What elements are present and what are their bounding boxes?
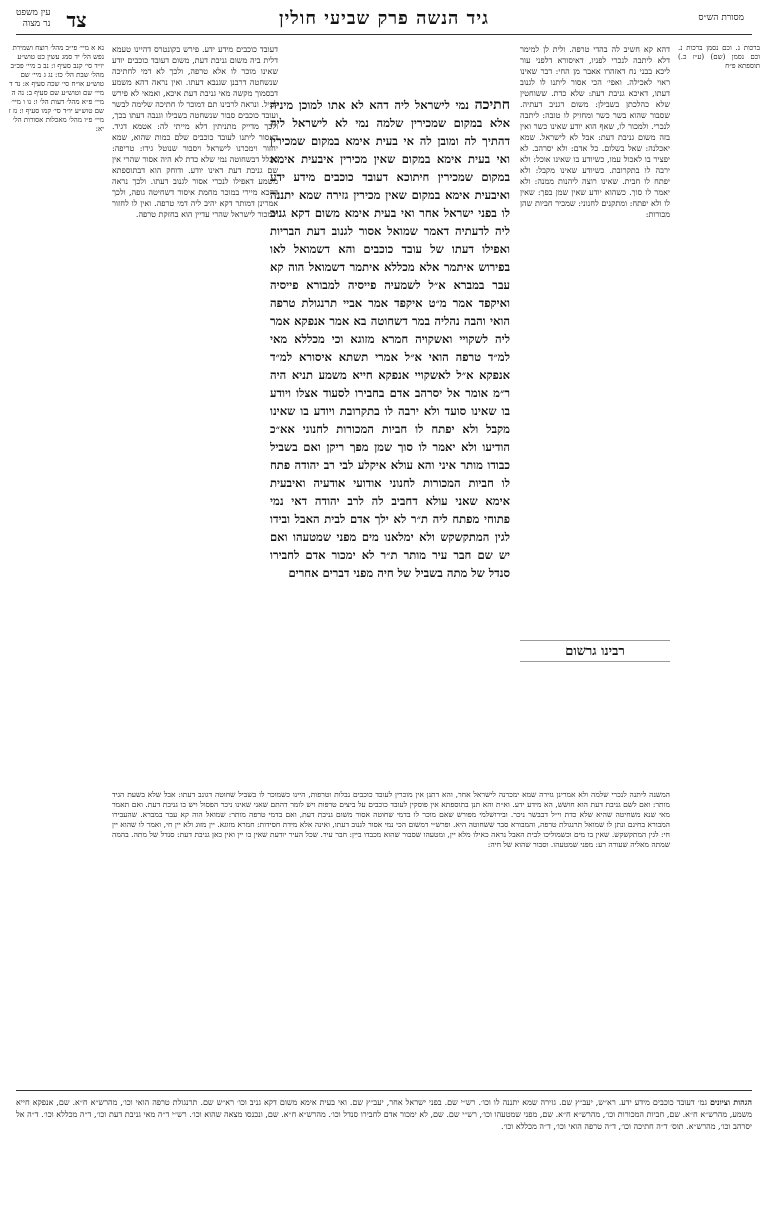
ein-mishpat-label: עין משפט נר מצוה [16, 8, 51, 29]
footer-text: גמ׳ דעובד כוכבים מידע ידע. רא״ש, יעב״ץ שם. גזירה שמא יתננה לו וכו׳. רש״י שם. בפני ישראל אחר, יעב״ץ שם. ואי בעית אימא משום דקא גניב וכו׳ רא״ש שם. תרנגולת טרפה הואי וכו׳, מהרש״א ח״א. שם, אנפקא חייא משמע, מהרש״א ח״א. שם, חביות המכורות וכו׳, מהרש״א ח״א. שם, מפני שמטעהו וכו׳, רש״י שם. שם, לא ימכור אדם לחבירו סנדל וכו׳. מהרש״א ח״א. שם, ונכנסו מצאה שהוא וכו׳. רש״י ד״ה מאי גניבת דעת וכו׳, ד״ה מכללא וכו׳. ד״ה אל יסרהב וכו׳, מהרש״א. תוס׳ ד״ה חתיכה וכו׳, ד״ה טרפה הואי וכו׳, ד״ה מכללא וכו׳. [16, 1098, 752, 1131]
bottom-commentary: המשנה ליתנה לנכרי שלמה ולא אמרינן גזירה שמא ימכרנה לישראל אחר, והא דתנן אין מוכרין לעובד כוכבים נבלות וטרפות, היינו כשמוכר לו בשביל שחוטה דגונב דעתו: אבל שלא בשעת הגיד מותר: ואם לשם גניבת דעת הוא חושש, הא מידע ידע. וא״ת והא תנן בתוספתא אין פוסקין לעובד כוכבים על ביצים טרפות ויש לומר דהתם שאני שאינו ניכר הפסול ויש בו גניבת דעת. ואם תאמר מאי שנא משחיטה שהיא שלא כדת וי״ל דבבשר ניכר. ובירושלמי מפורש שאם מוכר לו בדמי שחוטה אסור משום גניבת דעת, ואם בדמי טרפה מותר: שמואל הוה קא עבר במברא. שהעבירו המבורא בחינם ונתן לו שמואל תרנגולת טרפה, והמבורא סבר ששחוטה היא. ופרש״י דמשום הכי נמי אסור לגנוב דעתו, ואינה אלא מידת חסידות: חמרא מזוגא. יין מזוג ולא יין חי, ואמר לו שהוא יין חי: לגין המתקשקש. שאין בו מים וכשמוליכו לבית האבל נראה כאילו מלא יין, ומטעהו שסבור שהוא מכבדו ביין: חבר עיר. שכל העיר יודעת שאין בו יין ואין כאן גניבת דעת: סנדל של מתה. בהמה שמתה מאליה שעורה רע: מפני שמטעהו. וסבור שהוא של חיה: [112, 790, 670, 849]
rabbenu-gershom-title: רבינו גרשום [520, 640, 670, 662]
footer-divider [16, 1090, 752, 1091]
gemara-opening-word: חתיכה [474, 97, 510, 113]
masoret-hashas-label: מסורת הש״ס [698, 13, 744, 23]
header-divider [16, 34, 752, 35]
masoret-hashas-column: ברכות נ. וכם נסמן ברכות נ. וכם נסמן (שם) (ע״ז כ.) תוספתא פ״ח [678, 44, 760, 70]
rashi-commentary: דהא קא חשיב לה בהדי טרפה. ולית לן למימר דלא ליתבה לנכרי לפניו, דאיסורא דלפני עור ליכא בבני נח דאזהרו אאבר מן החי: דבר שאינו ראוי לאכילה. ואפי׳ הכי אסור ליתנו לו לגנוב דעתו, דאיכא גניבת דעת: שלא כדת. ששוחטין שלא כהלכתן בשבילן: משום דגניב דעתיה. שסבור שהוא בשר כשר ומחזיק לו טובה: ליתבה לנכרי. ולמכור לו, שאף הוא יודע שאינו כשר ואין בזה משום גניבת דעת: אבל לא לישראל. שמא יאכלנה: שאל בשלום. כל אדם: ולא יסרהב. לא יפציר בו לאכול עמו, כשיודע בו שאינו אוכל: ולא ירבה לו בתקרובת. כשיודע שאינו מקבל: ולא יפתח לו חבית. שאינו רוצה ליהנות ממנה: ולא יאמר לו סוך. כשהוא יודע שאין שמן בפך: שאין לו ולא יפתח: ומתקנים לחנוני: שמכיר חביות שהן מכורות: [520, 45, 670, 219]
ein-mishpat-column: נא א מיי׳ פי״ב מהל׳ רוצח ושמירת נפש הל׳ יד סמג עשין כט טוש״ע יו״ד סי׳ קנב סעיף ו: נב ב מיי׳ פכ״ב מהל׳ שבת הל׳ כז: נג ג מיי׳ שם טוש״ע או״ח סי׳ שכה סעיף א: נד ד מיי׳ שם וטוש״ע שם סעיף ב: נה ה מיי׳ פ״א מהל׳ דעות הל׳ ו: נו ו מיי׳ שם טוש״ע יו״ד סי׳ קמו סעיף ו: נז ז מיי׳ פ״ו מהל׳ מאכלות אסורות הל׳ יא: [8, 44, 104, 133]
daf-number: צד [66, 8, 87, 32]
footer-label: הגהות וציונים [709, 1097, 752, 1107]
header-left [16, 8, 87, 33]
page-header [16, 8, 752, 32]
tosafot-commentary: דעובד כוכבים מידע ידע. פירש בקונטרס דהיינו טעמא דלית ביה משום גניבת דעת, משום דעובד כוכבים יודע שאינו מוכר לו אלא טרפה, ולכך לא דמי לחתיכה שנשחטה דרבנן שגנבא דעתו. ואין נראה דהא משמע דבסמוך מקשה מאי גניבת דעת איכא, ואמאי לא פירש לעיל. ונראה לרבינו תם דמוכר לו חתיכה שלימה לבשר ועובד כוכבים סבור שנשחטה בשבילו וגנבה דעתו בכך, ולכך מדייק מתניתין דלא מייתי לה: אטמא דגיד. דאסור ליתנו לעובד כוכבים שלם כמות שהוא, שמא יחזור וימכרנו לישראל ויסבור שנוטל גידו: טריפה: מכלל דבשחוטה נמי שלא כדת לא היה אסור שהרי אין שם גניבת דעת דאינו יודע. ודוחק הוא דבתוספתא משמע דאפילו לנכרי אסור לגנוב דעתו. ולכך נראה דהכא מיירי במוכר מחמת איסור דשחיטה גופה, ולכך אמרינן דמותר דקא יהיב ליה דמי טרפה. ואין לו לחזור ולמכור לישראל שהרי עדיין הוא בחזקת טרפה. [112, 45, 278, 219]
gemara-text [270, 96, 510, 686]
footer-notes [16, 1096, 752, 1196]
gemara-body: נמי לישראל ליה דהא לא אתו למוכן מיניה אלא במקום שמכירין שלמה נמי לא לישראל ליה דהתיך לה ומובן לה אי בעית אימא במקום שמכירין ואי בעית אימא במקום שאין מכירין איבעית אימא במקום שמכירין חיתוכא דעובד כוכבים מידע ידע ואיבעית אימא במקום שאין מכירין גזירה שמא יתננה לו בפני ישראל אחר ואי בעית אימא משום דקא גניב ליה לדעתיה דאמר שמואל אסור לגנוב דעת הבריות ואפילו דעתו של עובד כוכבים והא דשמואל לאו בפירוש איתמר אלא מכללא איתמר דשמואל הוה קא עבר במברא א״ל לשמעיה פייסיה למבורא פייסיה ואיקפד אמר מ״ט איקפד אמר אביי תרנגולת טרפה הואי והבה נהליה במר דשחוטה בא אמר אנפקא אמר ליה לשקויי ואשקויה חמרא מזוגא וכי מכללא מאי למ״ד טרפה הואי א״ל אמרי תשתא איסורא למ״ד אנפקא א״ל לאשקויי אנפקא חייא משמע תניא היה ר״מ אומר אל יסרהב אדם בחבירו לסעוד אצלו ויודע בו שאינו סועד ולא ירבה לו בתקרובת ויודע בו שאינו מקבל ולא יפתח לו חביות המכורות לחנוני אא״כ הודיעו ולא יאמר לו סוך שמן מפך ריקן ואם בשביל כבודו מותר איני והא עולא איקלע לבי רב יהודה פתח לו חביות המכורות לחנוני אודועי אודעיה ואיבעית אימא שאני עולא דחביב לה לרב יהודה דאי נמי פתוחי מפתח ליה ת״ר לא ילך אדם לבית האבל ובידו לגין המתקשקש ולא ימלאנו מים מפני שמטעהו ואם יש שם חבר עיר מותר ת״ר לא ימכור אדם לחבירו סנדל של מתה בשביל של חיה מפני דברים אחרים [270, 98, 510, 580]
page-title: גיד הנשה פרק שביעי חולין [279, 8, 489, 29]
